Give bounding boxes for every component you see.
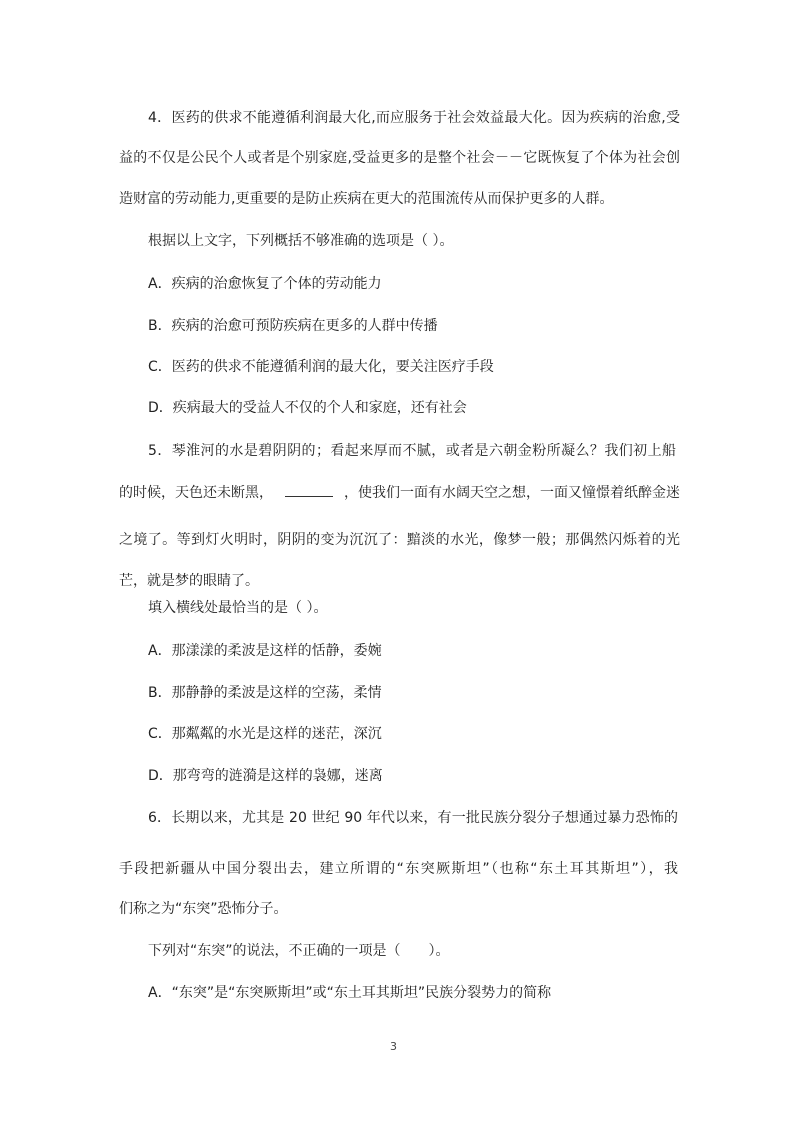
q5-option-a: A．那漾漾的柔波是这样的恬静，委婉 [148, 643, 382, 659]
q6-text-line: 6．长期以来，尤其是 20 世纪 90 年代以来，有一批民族分裂分子想通过暴力恐怖的 [148, 810, 678, 826]
page-number: 3 [390, 1040, 397, 1053]
q4-text-line: 益的不仅是公民个人或者是个别家庭,受益更多的是整个社会－－它既恢复了个体为社会创 [119, 150, 680, 166]
q4-prompt: 根据以上文字，下列概括不够准确的选项是（ ）。 [148, 233, 454, 249]
q5-text-line: 之境了。等到灯火明时，阴阴的变为沉沉了：黯淡的水光，像梦一般；那偶然闪烁着的光 [119, 532, 680, 548]
q5-text-before-blank: 的时候，天色还未断黑， [119, 485, 273, 501]
q6-prompt: 下列对“东突”的说法，不正确的一项是（ ）。 [148, 943, 450, 959]
q4-option-d: D．疾病最大的受益人不仅的个人和家庭，还有社会 [148, 400, 467, 416]
q6-option-a: A．“东突”是“东突厥斯坦”或“东土耳其斯坦”民族分裂势力的简称 [148, 985, 552, 1001]
q5-prompt: 填入横线处最恰当的是（ ）。 [148, 600, 328, 616]
q4-option-b: B．疾病的治愈可预防疾病在更多的人群中传播 [148, 318, 438, 334]
q5-text-line [119, 484, 680, 502]
q5-text-after-blank: ，使我们一面有水阔天空之想，一面又憧憬着纸醉金迷 [344, 485, 680, 501]
q6-text-line: 手段把新疆从中国分裂出去，建立所谓的“东突厥斯坦”（也称“东土耳其斯坦”），我 [119, 861, 678, 877]
q5-text-line: 5．琴淮河的水是碧阴阴的；看起来厚而不腻，或者是六朝金粉所凝么？我们初上船 [148, 443, 676, 459]
q5-text-line: 芒，就是梦的眼睛了。 [119, 573, 259, 589]
q4-text-line: 造财富的劳动能力,更重要的是防止疾病在更大的范围流传从而保护更多的人群。 [119, 191, 614, 207]
fill-in-blank [285, 484, 333, 497]
q4-option-c: C．医药的供求不能遵循利润的最大化，要关注医疗手段 [148, 359, 494, 375]
q4-text-line: 4．医药的供求不能遵循利润最大化,而应服务于社会效益最大化。因为疾病的治愈,受 [148, 110, 680, 126]
q5-option-d: D．那弯弯的涟漪是这样的袅娜，迷离 [148, 768, 383, 784]
q6-text-line: 们称之为“东突”恐怖分子。 [119, 901, 288, 917]
q4-option-a: A．疾病的治愈恢复了个体的劳动能力 [148, 276, 382, 292]
q5-option-c: C．那粼粼的水光是这样的迷茫，深沉 [148, 726, 382, 742]
q5-option-b: B．那静静的柔波是这样的空荡，柔情 [148, 685, 382, 701]
